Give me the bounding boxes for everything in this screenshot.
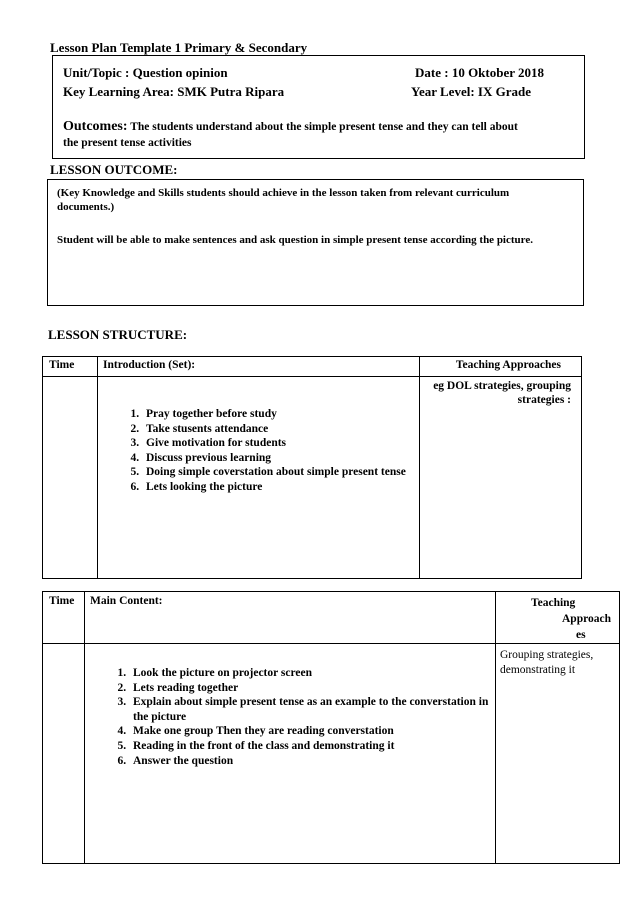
unit-topic: Unit/Topic : Question opinion bbox=[63, 65, 228, 80]
main-content-cell bbox=[85, 644, 496, 864]
lesson-outcome-note: (Key Knowledge and Skills students should achieve in the lesson taken from relevant curriculum documents.) bbox=[57, 187, 510, 213]
key-learning-area: Key Learning Area: SMK Putra Ripara bbox=[63, 84, 285, 99]
list-item: 1. Look the picture on projector screen bbox=[129, 666, 495, 681]
list-item: 2. Lets reading together bbox=[129, 681, 495, 696]
document-title: Lesson Plan Template 1 Primary & Secondary bbox=[50, 40, 308, 55]
list-item: 4. Discuss previous learning bbox=[142, 451, 419, 466]
main-time-cell bbox=[43, 644, 85, 864]
intro-approach-header: Teaching Approaches bbox=[420, 357, 582, 377]
intro-activity-list bbox=[98, 407, 419, 495]
intro-content-cell bbox=[98, 377, 420, 579]
lesson-outcome-box bbox=[47, 179, 584, 306]
list-item: 6. Lets looking the picture bbox=[142, 480, 419, 495]
intro-time-cell bbox=[43, 377, 98, 579]
lesson-outcome-statement: Student will be able to make sentences and ask question in simple present tense according the picture. bbox=[57, 234, 533, 246]
lesson-header-box bbox=[52, 55, 585, 159]
list-item: 2. Take stusents attendance bbox=[142, 422, 419, 437]
year-level: Year Level: IX Grade bbox=[411, 84, 531, 99]
list-item: 3. Explain about simple present tense as an example to the converstation in the picture bbox=[129, 695, 495, 724]
main-content-header: Main Content: bbox=[85, 592, 496, 644]
approach-header-line-3: es bbox=[576, 629, 586, 641]
outcomes-label: Outcomes: bbox=[63, 119, 128, 134]
approach-header-line-2: Approach bbox=[562, 613, 611, 625]
main-activity-list bbox=[85, 666, 495, 768]
intro-time-header: Time bbox=[43, 357, 98, 377]
list-item: 4. Make one group Then they are reading converstation bbox=[129, 724, 495, 739]
list-item: 1. Pray together before study bbox=[142, 407, 419, 422]
intro-approach-cell: eg DOL strategies, grouping strategies : bbox=[420, 377, 582, 579]
list-item: 6. Answer the question bbox=[129, 754, 495, 769]
lesson-outcome-heading: LESSON OUTCOME: bbox=[50, 162, 178, 177]
outcomes-line-2: the present tense activities bbox=[63, 137, 192, 149]
intro-content-header: Introduction (Set): bbox=[98, 357, 420, 377]
main-approach-header bbox=[496, 592, 620, 644]
lesson-structure-heading: LESSON STRUCTURE: bbox=[48, 327, 188, 342]
main-approach-cell: Grouping strategies, demonstrating it bbox=[496, 644, 620, 864]
approach-header-line-1: Teaching bbox=[531, 597, 576, 609]
main-content-table bbox=[42, 591, 620, 864]
list-item: 5. Reading in the front of the class and demonstrating it bbox=[129, 739, 495, 754]
introduction-table bbox=[42, 356, 582, 579]
outcomes-text: The students understand about the simple present tense and they can tell about bbox=[127, 121, 518, 133]
list-item: 5. Doing simple coverstation about simple present tense bbox=[142, 465, 419, 480]
main-time-header: Time bbox=[43, 592, 85, 644]
outcomes-line-1 bbox=[63, 118, 518, 135]
list-item: 3. Give motivation for students bbox=[142, 436, 419, 451]
lesson-date: Date : 10 Oktober 2018 bbox=[415, 65, 545, 80]
